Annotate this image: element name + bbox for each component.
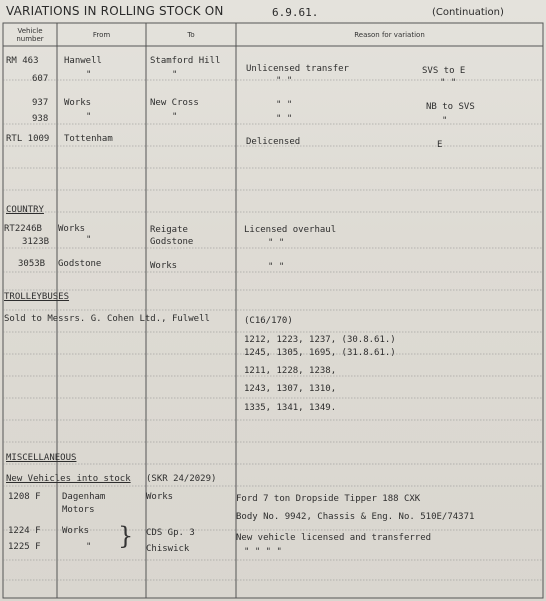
misc-row-1-from-2: Motors <box>62 505 95 515</box>
country-row-1-from: Works <box>58 224 86 234</box>
trolleybus-line-2: 1245, 1305, 1695, (31.8.61.) <box>244 348 396 358</box>
country-row-1-reason: Licensed overhaul <box>244 225 337 235</box>
continuation-label: (Continuation) <box>432 7 504 18</box>
country-row-1-vehicle: RT2246B <box>4 224 42 234</box>
country-row-2-from: " <box>86 235 92 245</box>
country-row-2-reason: " " <box>268 238 285 248</box>
misc-row-1-from: Dagenham <box>62 492 106 502</box>
column-header-to: To <box>187 31 195 39</box>
country-row-1-to: Reigate <box>150 225 188 235</box>
row-4-reason: " " <box>276 114 293 124</box>
country-row-2-to: Godstone <box>150 237 194 247</box>
row-1-from: Hanwell <box>64 56 102 66</box>
trolleybus-line-4: 1243, 1307, 1310, <box>244 384 337 394</box>
country-row-2-vehicle: 3123B <box>22 237 50 247</box>
column-header-from: From <box>92 31 111 39</box>
row-5-note: E <box>437 140 443 150</box>
row-4-note: " <box>442 116 448 126</box>
row-5-reason: Delicensed <box>246 137 301 147</box>
trolleybus-line-5: 1335, 1341, 1349. <box>244 403 337 413</box>
row-2-note: " " <box>440 78 457 88</box>
row-1-note: SVS to E <box>422 66 466 76</box>
country-row-3-reason: " " <box>268 262 285 272</box>
section-heading-trolleybuses: TROLLEYBUSES <box>4 292 70 302</box>
misc-row-1-reason: Ford 7 ton Dropside Tipper 188 CXK <box>236 494 421 504</box>
misc-row-3-from: " <box>86 542 92 552</box>
misc-row-2-vehicle: 1224 F <box>8 526 41 536</box>
trolleybus-line-1: 1212, 1223, 1237, (30.8.61.) <box>244 335 396 345</box>
row-4-to: " <box>172 112 178 122</box>
misc-row-3-to: Chiswick <box>146 544 190 554</box>
row-3-from: Works <box>64 98 92 108</box>
trolleybus-line-3: 1211, 1228, 1238, <box>244 366 337 376</box>
misc-row-3-vehicle: 1225 F <box>8 542 41 552</box>
row-2-vehicle: 607 <box>32 74 49 84</box>
row-3-reason: " " <box>276 100 293 110</box>
document-title: VARIATIONS IN ROLLING STOCK ON <box>6 4 224 18</box>
misc-row-2-from: Works <box>62 526 90 536</box>
column-header-reason: Reason for variation <box>354 31 425 39</box>
document-date: 6.9.61. <box>272 6 319 19</box>
column-header-vehicle: Vehicle number <box>16 27 44 43</box>
country-row-3-vehicle: 3053B <box>18 259 46 269</box>
misc-row-1-vehicle: 1208 F <box>8 492 41 502</box>
row-2-to: " <box>172 70 178 80</box>
row-4-vehicle: 938 <box>32 114 49 124</box>
row-3-note: NB to SVS <box>426 102 475 112</box>
misc-row-1-to: Works <box>146 492 174 502</box>
section-heading-country: COUNTRY <box>6 205 44 215</box>
misc-reference: (SKR 24/2029) <box>146 474 217 484</box>
row-2-from: " <box>86 70 92 80</box>
row-5-from: Tottenham <box>64 134 113 144</box>
row-1-reason: Unlicensed transfer <box>246 64 349 74</box>
trolleybus-sold-to: Sold to Messrs. G. Cohen Ltd., Fulwell <box>4 314 210 324</box>
new-vehicles-into-stock: New Vehicles into stock <box>6 474 131 484</box>
brace-mark: } <box>118 522 134 550</box>
row-3-vehicle: 937 <box>32 98 49 108</box>
row-1-to: Stamford Hill <box>150 56 221 66</box>
row-5-vehicle: RTL 1009 <box>6 134 50 144</box>
misc-row-1-reason-2: Body No. 9942, Chassis & Eng. No. 510E/74371 <box>236 512 475 522</box>
row-1-vehicle: RM 463 <box>6 56 39 66</box>
row-4-from: " <box>86 112 92 122</box>
row-2-reason: " " <box>276 76 293 86</box>
country-row-3-from: Godstone <box>58 259 102 269</box>
row-3-to: New Cross <box>150 98 199 108</box>
country-row-3-to: Works <box>150 261 178 271</box>
section-heading-miscellaneous: MISCELLANEOUS <box>6 453 77 463</box>
misc-row-2-to: CDS Gp. 3 <box>146 528 195 538</box>
misc-row-3-reason: " " " " <box>244 547 282 557</box>
trolleybus-reference: (C16/170) <box>244 316 293 326</box>
misc-row-2-reason: New vehicle licensed and transferred <box>236 533 432 543</box>
